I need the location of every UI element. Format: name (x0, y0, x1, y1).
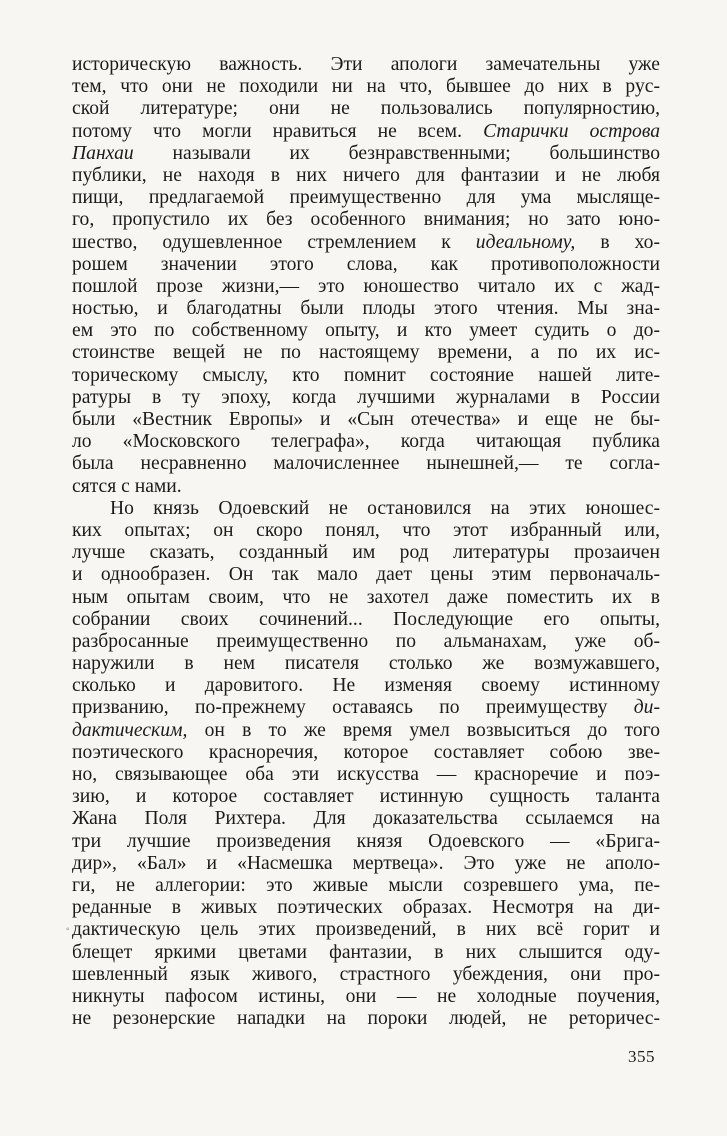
text-line: торическому смыслу, кто помнит состояние нашей лите- (72, 364, 660, 386)
text-line: были «Вестник Европы» и «Сын отечества» и еще не бы- (72, 409, 660, 430)
text-line: ностью, и благодатны были плоды этого чтения. Мы зна- (72, 298, 660, 320)
paragraph-2 (72, 498, 660, 1031)
text-line: рошем значении этого слова, как противоположности (72, 253, 660, 275)
margin-mark: ◦ (66, 924, 70, 935)
text-line: тем, что они не походили ни на что, бывшее до них в рус- (72, 76, 660, 98)
text-line: пищи, предлагаемой преимущественно для ума мысляще- (72, 187, 660, 209)
text-line: ным опытам своим, что не захотел даже поместить их в (72, 586, 660, 608)
text-line: сятся с нами. (72, 475, 182, 497)
text-line: ем это по собственному опыту, и кто умеет судить о до- (72, 320, 660, 342)
text-line: блещет яркими цветами фантазии, в них слышится оду- (72, 941, 660, 963)
text-line: историческую важность. Эти апологи замечательны уже (72, 54, 660, 75)
paragraph-1 (72, 54, 660, 498)
text-line: потому что могли нравиться не всем. Старички острова (72, 120, 661, 142)
text-line: наружили в нем писателя столько же возмужавшего, (72, 653, 660, 675)
text-line: Но князь Одоевский не остановился на этих юношес- (110, 497, 660, 519)
text-line: сколько и даровитого. Не изменяя своему истинному (72, 675, 660, 697)
text-line: шевленный язык живого, страстного убеждения, они про- (72, 963, 660, 985)
text-line: ких опытах; он скоро понял, что этот избранный или, (72, 519, 660, 541)
page-number: 355 (628, 1047, 655, 1066)
text-line: ги, не аллегории: это живые мысли созревшего ума, пе- (72, 874, 660, 896)
text-line: Панхаи называли их безнравственными; большинство (72, 142, 660, 164)
text-line: шество, одушевленное стремлением к идеальному, в хо- (72, 231, 660, 253)
text-line: Жана Поля Рихтера. Для доказательства ссылаемся на (72, 808, 660, 830)
text-line: дактическим, он в то же время умел возвыситься до того (72, 719, 660, 741)
text-line: никнуты пафосом истины, они — не холодные поучения, (72, 985, 660, 1007)
text-line: реданные в живых поэтических образах. Несмотря на ди- (72, 897, 660, 919)
text-line: дактическую цель этих произведений, в них всё горит и (72, 919, 660, 941)
text-line: и однообразен. Он так мало дает цены этим первоначаль- (72, 564, 660, 586)
text-line: пошлой прозе жизни,— это юношество читало их с жад- (72, 275, 660, 297)
text-line: зию, и которое составляет истинную сущность таланта (72, 786, 660, 808)
text-line: дир», «Бал» и «Насмешка мертвеца». Это уже не аполо- (72, 852, 660, 874)
text-line: стоинстве вещей не по настоящему времени, а по их ис- (72, 342, 660, 364)
text-line: не резонерские нападки на пороки людей, не реторичес- (72, 1008, 660, 1030)
text-line: лучше сказать, созданный им род литературы прозаичен (72, 542, 660, 564)
text-line: собрании своих сочинений... Последующие его опыты, (72, 608, 660, 630)
text-line: была несравненно малочисленнее нынешней,— те согла- (72, 453, 660, 475)
text-line: ратуры в ту эпоху, когда лучшими журналами в России (72, 386, 660, 408)
text-line: поэтического красноречия, которое составляет собою зве- (72, 741, 660, 763)
text-line: призванию, по-прежнему оставаясь по преимуществу ди- (72, 697, 660, 719)
text-line: разбросанные преимущественно по альманахам, уже об- (72, 630, 660, 652)
text-line: публики, не находя в них ничего для фантазии и не любя (72, 164, 660, 186)
text-line: ло «Московского телеграфа», когда читающая публика (72, 431, 660, 453)
text-line: го, пропустило их без особенного внимания; но зато юно- (72, 209, 660, 231)
text-line: но, связывающее оба эти искусства — красноречие и поэ- (72, 764, 660, 785)
body-text (72, 54, 660, 1030)
text-line: ской литературе; они не пользовались популярностию, (72, 98, 660, 120)
text-line: три лучшие произведения князя Одоевского — «Брига- (72, 830, 660, 852)
